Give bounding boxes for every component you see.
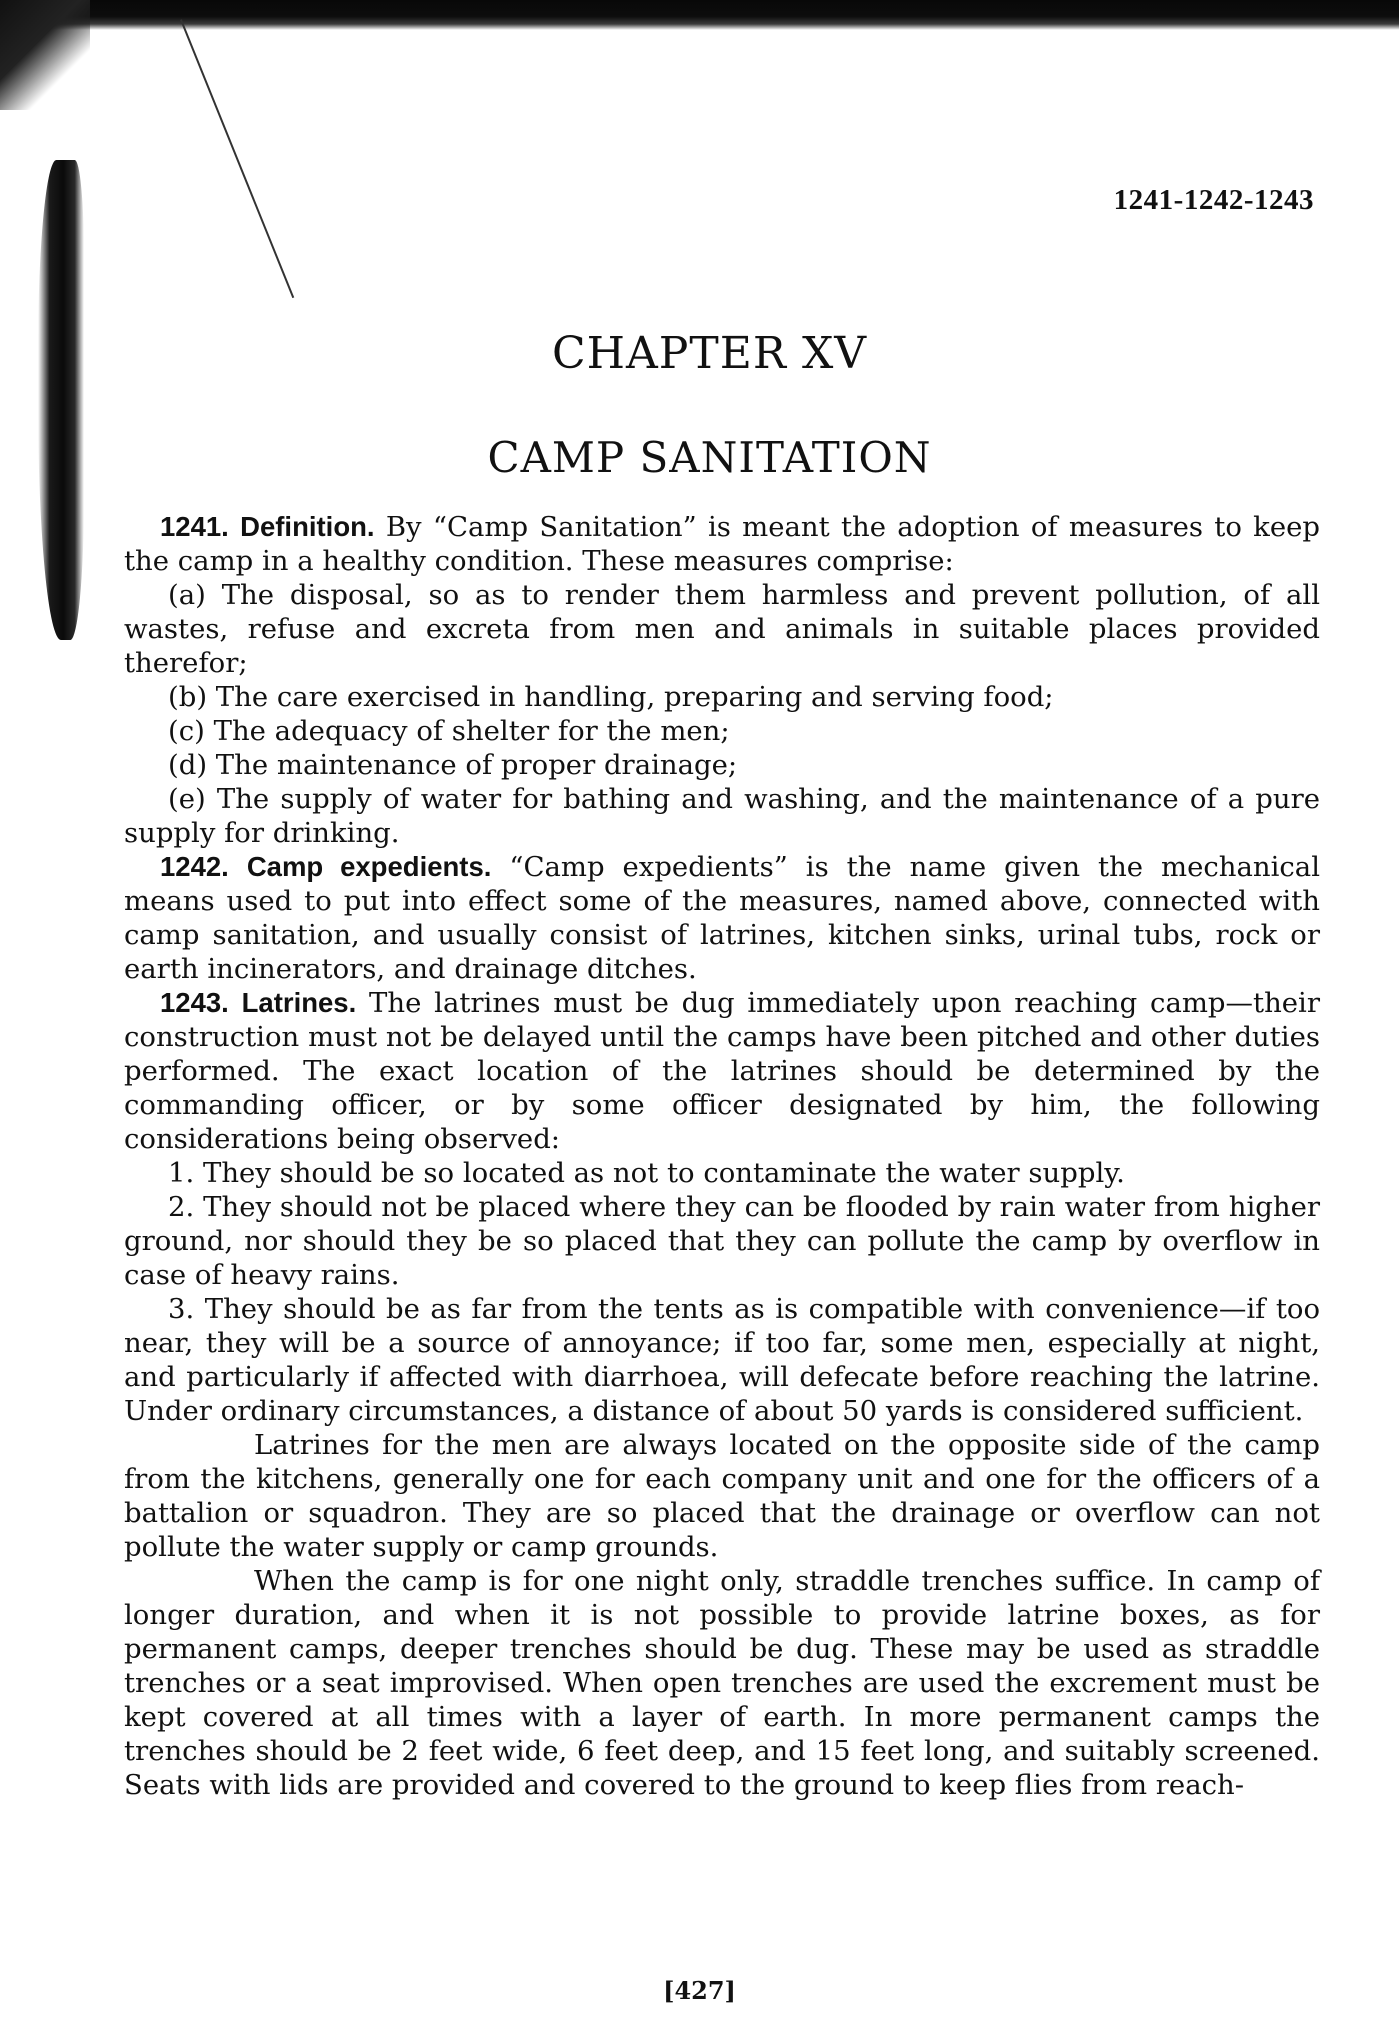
- body-text: [124, 510, 1320, 1802]
- section-heading: Definition.: [240, 511, 375, 542]
- section-text: “Camp expedients” is the name given the mechanical means used to put into effect some of the measures, named above, connected with camp sanitation, and usually consist of latrines, kitchen sinks, urinal tubs, rock or earth incinerators, and drainage ditches.: [124, 851, 1320, 985]
- section-heading: Latrines.: [241, 987, 357, 1018]
- list-item: (d) The maintenance of proper drainage;: [168, 749, 738, 781]
- chapter-title: CHAPTER XV: [551, 328, 868, 379]
- scan-shadow-corner: [0, 0, 90, 110]
- scan-shadow-left: [38, 160, 84, 640]
- list-item: 3. They should be as far from the tents as is compatible with convenience—if too near, they will be a source of annoyance; if too far, some men, especially at night, and particularly if affected with diarrhoea, will defecate before reaching the latrine. Under ordinary circumstances, a distance of about 50 yards is considered sufficient.: [124, 1293, 1320, 1427]
- paragraph-1241: [124, 510, 1320, 578]
- list-item: (c) The adequacy of shelter for the men;: [168, 715, 730, 747]
- list-item: 1. They should be so located as not to contaminate the water supply.: [168, 1157, 1125, 1189]
- section-heading: Camp expedients.: [246, 851, 492, 882]
- paragraph-1243: [124, 986, 1320, 1156]
- section-number: 1241.: [160, 511, 229, 542]
- paragraph-1242: [124, 850, 1320, 986]
- section-number: 1242.: [160, 851, 229, 882]
- running-header-section-numbers: 1241-1242-1243: [1113, 184, 1314, 216]
- list-item: (b) The care exercised in handling, preparing and serving food;: [168, 681, 1054, 713]
- chapter-subtitle: CAMP SANITATION: [487, 433, 932, 482]
- section-text: The latrines must be dug immediately upon reaching camp—their construction must not be delayed until the camps have been pitched and other duties performed. The exact location of the latrines should be determined by the commanding officer, or by some officer designated by him, the following considerations being observed:: [124, 987, 1320, 1155]
- scan-scratch-line: [180, 19, 294, 298]
- scan-shadow-top: [0, 0, 1399, 30]
- section-text: By “Camp Sanitation” is meant the adoption of measures to keep the camp in a healthy condition. These measures comprise:: [124, 511, 1320, 577]
- list-item: (a) The disposal, so as to render them harmless and prevent pollution, of all wastes, refuse and excreta from men and animals in suitable places provided therefor;: [124, 579, 1320, 679]
- paragraph: Latrines for the men are always located on the opposite side of the camp from the kitchens, generally one for each company unit and one for the officers of a battalion or squadron. They are so placed that the drainage or overflow can not pollute the water supply or camp grounds.: [124, 1429, 1320, 1563]
- paragraph: When the camp is for one night only, straddle trenches suffice. In camp of longer duration, and when it is not possible to provide latrine boxes, as for permanent camps, deeper trenches should be dug. These may be used as straddle trenches or a seat improvised. When open trenches are used the excrement must be kept covered at all times with a layer of earth. In more permanent camps the trenches should be 2 feet wide, 6 feet deep, and 15 feet long, and suitably screened. Seats with lids are provided and covered to the ground to keep flies from reach-: [124, 1565, 1320, 1801]
- list-item: (e) The supply of water for bathing and washing, and the maintenance of a pure supply for drinking.: [124, 783, 1320, 849]
- page-number: [427]: [663, 1976, 736, 2005]
- section-number: 1243.: [160, 987, 229, 1018]
- list-item: 2. They should not be placed where they can be flooded by rain water from higher ground, nor should they be so placed that they can pollute the camp by overflow in case of heavy rains.: [124, 1191, 1320, 1291]
